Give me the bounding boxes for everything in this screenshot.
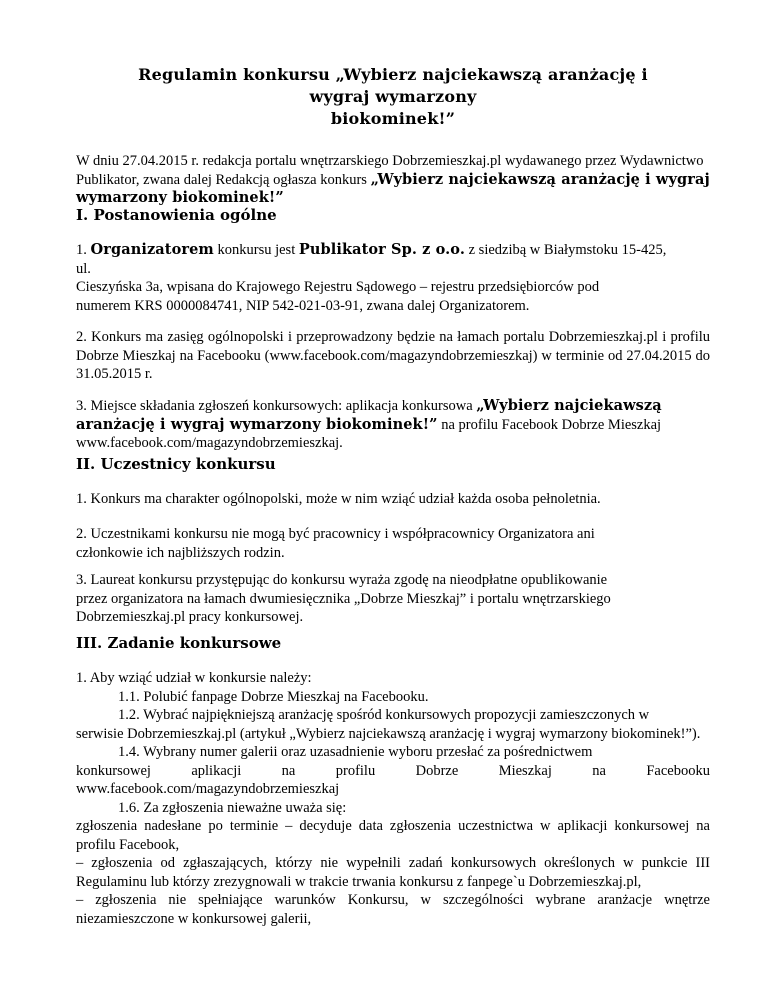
word: Facebooku (646, 762, 710, 779)
title-line-1: Regulamin konkursu „Wybierz najciekawszą aranżację i (138, 65, 648, 84)
section-2-heading: II. Uczestnicy konkursu (76, 455, 276, 473)
word: Mieszkaj (498, 762, 552, 779)
s1p1-end: z siedzibą w Białymstoku 15-425, (464, 242, 667, 258)
s3-item-1-4-line-2 (76, 762, 710, 781)
word: profilu (335, 762, 376, 779)
intro-text: W dniu 27.04.2015 r. redakcja portalu wnętrzarskiego Dobrzemieszkaj.pl wydawanego przez Wydawnictwo Publikator, zwana dalej Redakcją ogłasza konkurs (76, 153, 704, 188)
title-line-2: wygraj wymarzony (309, 87, 477, 106)
intro-paragraph (76, 152, 710, 208)
section-2-paragraph-2 (76, 525, 710, 562)
section-3-body (76, 669, 710, 928)
s1p3-contest-name: „Wybierz najciekawszą aranżację i wygraj wymarzony biokominek!” (76, 397, 662, 433)
s1p1-line-3: Cieszyńska 3a, wpisana do Krajowego Rejestru Sądowego – rejestru przedsiębiorców pod (76, 279, 600, 295)
s3-item-1-4-line-1: 1.4. Wybrany numer galerii oraz uzasadnienie wyboru przesłać za pośrednictwem (118, 744, 593, 760)
s1p1-organizer-label: Organizatorem (90, 241, 214, 258)
s3-item-1-6: 1.6. Za zgłoszenia nieważne uważa się: (118, 799, 347, 816)
s1p1-line-2: ul. (76, 260, 91, 277)
s1p1-line-4: numerem KRS 0000084741, NIP 542-021-03-91, zwana dalej Organizatorem. (76, 297, 530, 314)
s1p3-before: 3. Miejsce składania zgłoszeń konkursowych: aplikacja konkursowa (76, 398, 477, 414)
s3-invalid-3: – zgłoszenia nie spełniające warunków Konkursu, w szczególności wybrane aranżacje wnętrze niezamieszczone w konkursowej galerii, (76, 892, 710, 927)
s2p2-line-2: członkowie ich najbliższych rodzin. (76, 544, 285, 561)
s3-item-1-2-rest: serwisie Dobrzemieszkaj.pl (artykuł „Wybierz najciekawszą aranżację i wygraj wymarzony biokominek!”). (76, 725, 701, 742)
s1p3-after: na profilu Facebook Dobrze Mieszkaj (437, 416, 662, 433)
word: na (592, 762, 606, 779)
title-line-3: biokominek!” (330, 109, 456, 128)
s3-item-1-4-line-3: www.facebook.com/magazyndobrzemieszkaj (76, 781, 340, 797)
section-1-paragraph-2: 2. Konkurs ma zasięg ogólnopolski i przeprowadzony będzie na łamach portalu Dobrzemieszkaj.pl i profilu Dobrze Mieszkaj na Facebooku (www.facebook.com/magazyndobrzemieszkaj) w terminie od 27.04.2015 do 31.05.2015 r. (76, 329, 710, 382)
s2p2-line-1: 2. Uczestnikami konkursu nie mogą być pracownicy i współpracownicy Organizatora ani (76, 526, 595, 542)
s1p1-num: 1. (76, 242, 91, 258)
s3-item-1-2-line-1: 1.2. Wybrać najpiękniejszą aranżację spośród konkursowych propozycji zamieszczonych w (118, 707, 650, 723)
document-title (76, 64, 710, 130)
section-2-paragraph-1: 1. Konkurs ma charakter ogólnopolski, może w nim wziąć udział każda osoba pełnoletnia. (76, 491, 601, 507)
s1p3-url: www.facebook.com/magazyndobrzemieszkaj. (76, 435, 343, 451)
section-1-paragraph-3 (76, 397, 710, 453)
section-1-heading: I. Postanowienia ogólne (76, 206, 277, 224)
s3-invalid-1: zgłoszenia nadesłane po terminie – decyduje data zgłoszenia uczestnictwa w aplikacji konkursowej na profilu Facebook, (76, 818, 710, 853)
section-2-paragraph-3 (76, 571, 710, 627)
s2p3-line-1: 3. Laureat konkursu przystępując do konkursu wyraża zgodę na nieodpłatne opublikowanie (76, 572, 608, 588)
word: aplikacji (191, 762, 242, 779)
word: Dobrze (415, 762, 459, 779)
word: na (281, 762, 296, 779)
section-3-heading: III. Zadanie konkursowe (76, 634, 282, 652)
s1p1-company-name: Publikator Sp. z o.o. (298, 241, 465, 258)
word: konkursowej (76, 762, 151, 779)
section-1-paragraph-1 (76, 241, 710, 315)
s3-item-1-1: 1.1. Polubić fanpage Dobrze Mieszkaj na Facebooku. (118, 688, 429, 705)
s1p1-mid: konkursu jest (213, 242, 299, 258)
s2p3-line-2: przez organizatora na łamach dwumiesięcznika „Dobrze Mieszkaj” i portalu wnętrzarskiego (76, 590, 611, 607)
s3-invalid-2: – zgłoszenia od zgłaszających, którzy nie wypełnili zadań konkursowych określonych w punkcie III Regulaminu lub którzy zrezygnowali w trakcie trwania konkursu z fanpege`u Dobrzemieszkaj.pl, (76, 855, 710, 890)
intro-contest-name: „Wybierz najciekawszą aranżację i wygraj wymarzony biokominek!” (76, 170, 710, 206)
s3-intro: 1. Aby wziąć udział w konkursie należy: (76, 670, 312, 686)
s2p3-line-3: Dobrzemieszkaj.pl pracy konkursowej. (76, 609, 304, 625)
